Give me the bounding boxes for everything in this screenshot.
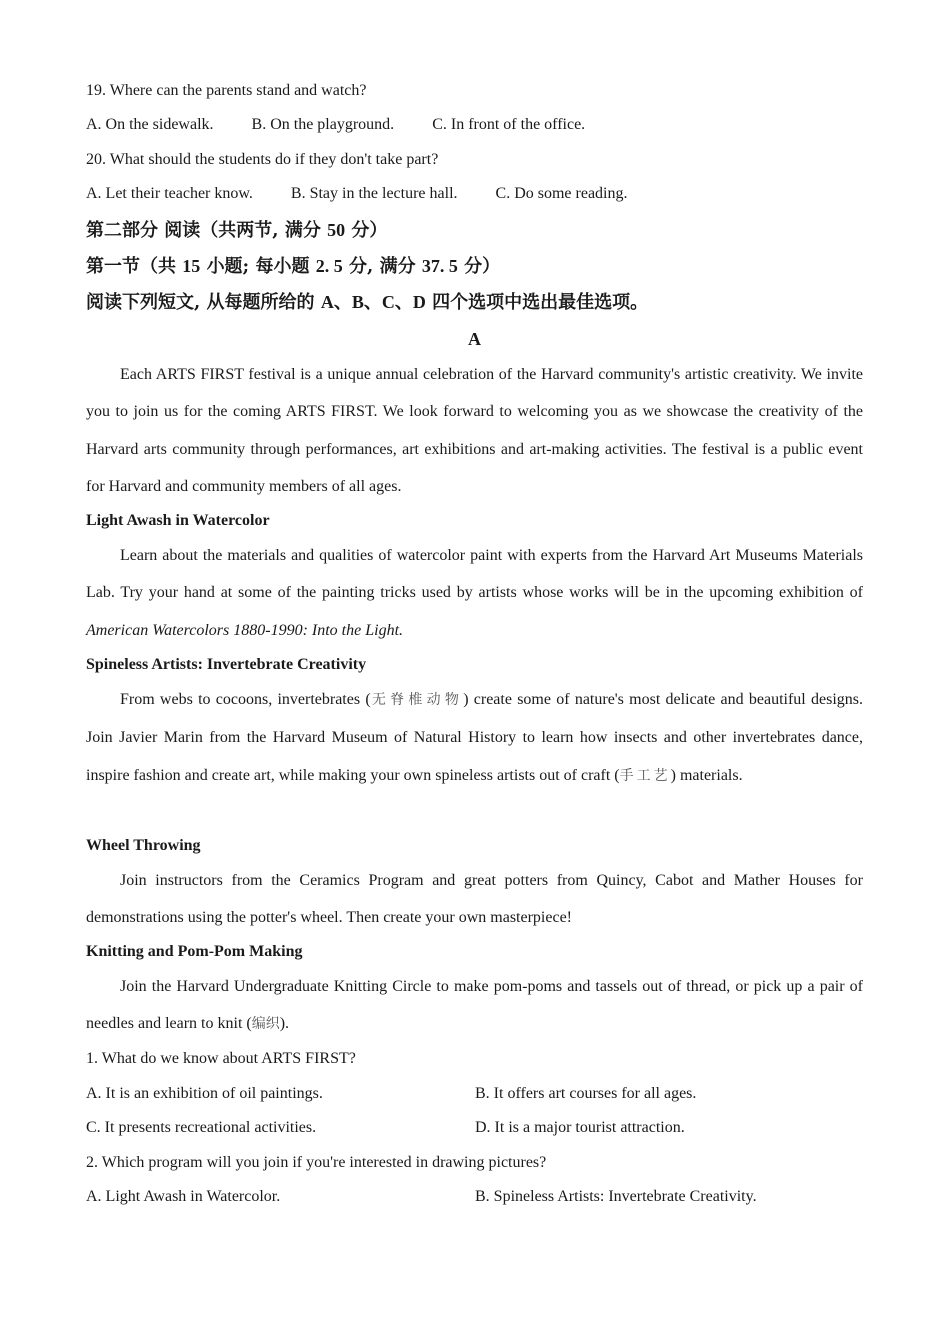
option-a: A. Let their teacher know. [86,185,253,202]
program-text: ) create some of nature's most delicate and beautiful designs. Join Javier Marin from the Harvard Museum of Natural History to learn how insects and other invertebrates dance, inspire fashion and create art, while making your own spineless artists out of craft ( [86,691,863,784]
option-d: D. It is a major tourist attraction. [475,1119,685,1136]
question-1: 1. What do we know about ARTS FIRST? [86,1050,356,1067]
part-two-heading [86,219,387,242]
program-text: ) materials. [670,766,743,784]
option-b: B. Stay in the lecture hall. [290,185,458,202]
program-title: Light Awash in Watercolor [86,512,270,529]
points-per-question: 2. 5 [315,256,343,276]
option-c: C. Do some reading. [495,185,628,202]
question-20: 20. What should the students do if they don't take part? [86,151,439,168]
passage-label: A [468,329,481,349]
option-a: A. On the sidewalk. [86,116,214,133]
part-title-text: 第二部分 阅读（共两节, [86,220,279,241]
part-title-text: 满分 [284,220,321,241]
option-c: C. In front of the office. [432,116,586,133]
chinese-gloss: 手工艺 [619,767,671,784]
total-points: 37. 5 [421,256,458,276]
section-title-text: 分, 满分 [349,256,416,277]
exhibition-title: American Watercolors 1880-1990: Into the Light. [86,621,404,639]
section-one-heading [86,255,500,278]
passage-intro: Each ARTS FIRST festival is a unique annual celebration of the Harvard community's artistic creativity. We invite you to join us for the coming ARTS FIRST. We look forward to welcoming you as we showcase the creativity of the Harvard arts community through performances, art exhibitions and art-making activities. The festival is a public event for Harvard and community members of all ages. [86,366,863,496]
program-text: Join the Harvard Undergraduate Knitting Circle to make pom-poms and tassels out of thread, or pick up a pair of needles and learn to knit ( [86,978,863,1033]
program-description [86,681,863,795]
question-20-options [86,184,628,204]
program-text: Learn about the materials and qualities of watercolor paint with experts from the Harvard Art Museums Materials Lab. Try your hand at some of the painting tricks used by artists whose works will be in the upcoming exhibition of [86,547,863,602]
question-2: 2. Which program will you join if you're interested in drawing pictures? [86,1154,547,1171]
option-b: B. It offers art courses for all ages. [475,1085,697,1102]
reading-instruction [86,291,648,314]
option-b: B. On the playground. [251,116,395,133]
section-title-text: 小题; 每小题 [206,256,310,277]
program-description: Join instructors from the Ceramics Program and great potters from Quincy, Cabot and Mather Houses for demonstrations using the potter's wheel. Then create your own masterpiece! [86,872,863,927]
option-c: C. It presents recreational activities. [86,1119,317,1136]
question-count: 15 [182,256,201,276]
program-text: From webs to cocoons, invertebrates ( [120,691,371,708]
section-title-text: 分） [464,256,501,277]
part-title-score: 50 [327,220,346,240]
option-a: A. It is an exhibition of oil paintings. [86,1085,323,1102]
question-19: 19. Where can the parents stand and watch? [86,82,367,99]
program-title: Wheel Throwing [86,837,201,854]
program-title: Spineless Artists: Invertebrate Creativity [86,656,367,673]
program-text: ). [279,1015,290,1033]
program-title: Knitting and Pom-Pom Making [86,943,303,960]
option-b: B. Spineless Artists: Invertebrate Creativity. [475,1188,757,1205]
program-description [86,537,863,649]
section-title-text: 第一节（共 [86,256,176,277]
option-a: A. Light Awash in Watercolor. [86,1188,281,1205]
instruction-text: 四个选项中选出最佳选项。 [432,292,649,313]
program-description [86,968,863,1044]
part-title-text: 分） [351,220,388,241]
instruction-options: A、B、C、D [320,292,426,312]
chinese-gloss: 编织 [251,1016,280,1033]
instruction-text: 阅读下列短文, 从每题所给的 [86,292,315,313]
question-19-options [86,115,585,135]
chinese-gloss: 无脊椎动物 [370,692,464,708]
